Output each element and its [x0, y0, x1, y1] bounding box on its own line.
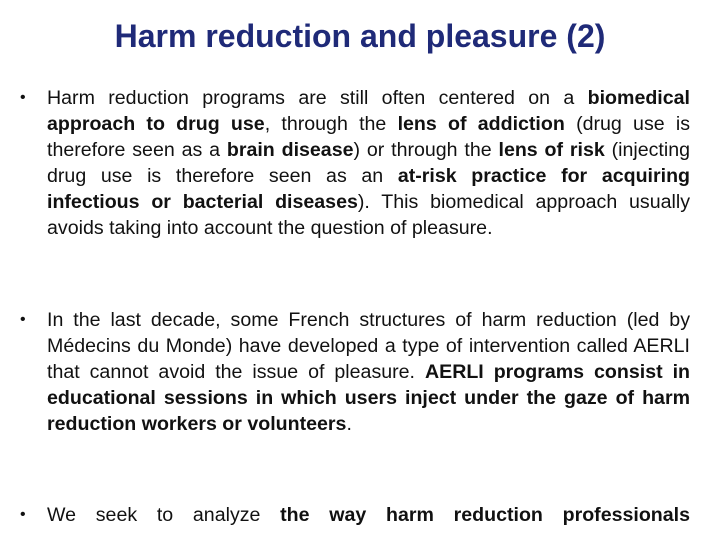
bullet-text-3 — [47, 502, 690, 528]
bullet-1-segment-11: ). This biomedical approach usually avoids taking into account the question of pleasure. — [47, 191, 690, 239]
bullet-dot: • — [20, 89, 26, 106]
bullet-1-segment-6: brain disease — [226, 139, 354, 161]
bullet-1-segment-1: Harm reduction programs are still often centered on a — [47, 87, 588, 109]
bullet-item-3 — [20, 502, 690, 528]
bullet-item-2 — [20, 307, 690, 437]
bullet-3-segment-2: the way harm reduction professionals — [280, 504, 691, 526]
bullet-1-segment-7: ) or through the — [353, 139, 499, 161]
bullet-3-segment-1: We seek to analyze — [47, 504, 281, 526]
bullet-item-1 — [20, 85, 690, 241]
bullet-2-segment-3: . — [346, 413, 352, 435]
bullet-1-segment-8: lens of risk — [498, 139, 605, 161]
bullet-1-segment-5: (drug use is therefore seen as a — [47, 113, 691, 161]
bullet-text-2 — [47, 307, 690, 437]
bullet-dot: • — [20, 311, 26, 328]
bullet-dot: • — [20, 506, 26, 523]
bullet-text-1 — [47, 85, 690, 241]
bullet-1-segment-10: at-risk practice for acquiring infectious or bacterial diseases — [47, 165, 691, 213]
bullet-1-segment-2: biomedical approach to drug use — [47, 87, 690, 135]
bullet-2-segment-2: AERLI programs consist in educational sessions in which users inject under the gaze of harm reduction workers or volunteers — [47, 361, 690, 435]
bullet-2-segment-1: In the last decade, some French structures of harm reduction (led by Médecins du Monde) have developed a type of intervention called AERLI that cannot avoid the issue of pleasure. — [47, 309, 690, 383]
bullet-1-segment-3: , through the — [264, 113, 398, 135]
bullet-1-segment-9: (injecting drug use is therefore seen as an — [47, 139, 691, 187]
slide-title: Harm reduction and pleasure (2) — [114, 18, 606, 54]
bullet-1-segment-4: lens of addiction — [397, 113, 565, 135]
